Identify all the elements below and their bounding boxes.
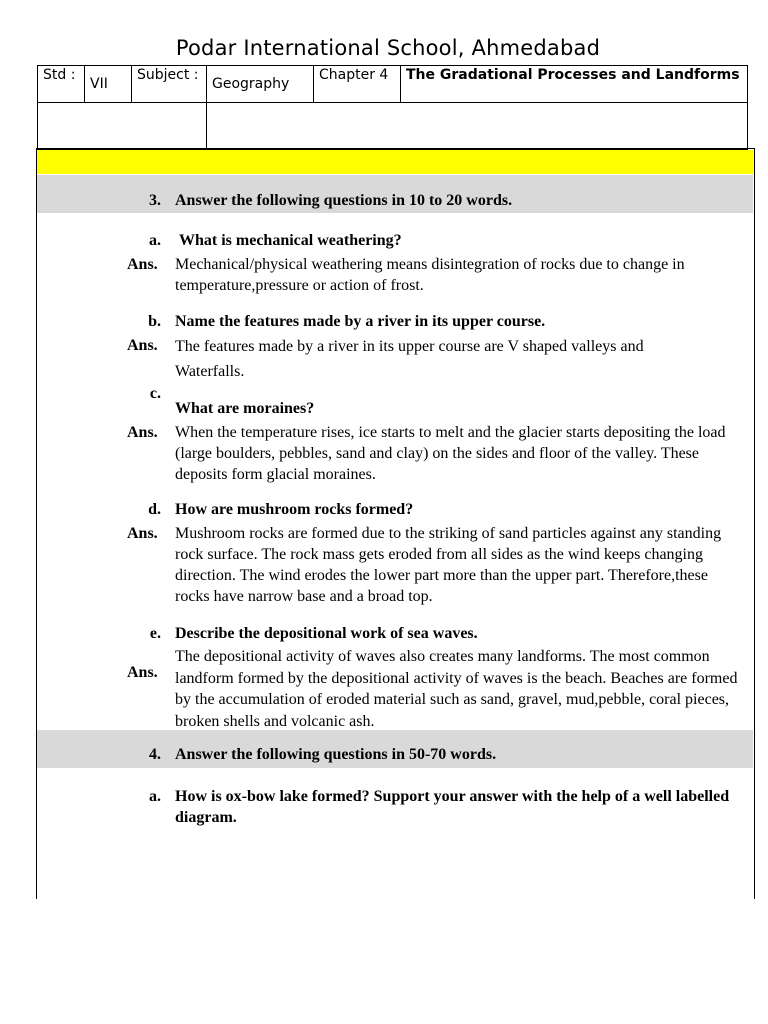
q3b-ans-label: Ans. (127, 337, 158, 354)
section3-heading: Answer the following questions in 10 to 20 words. (175, 192, 513, 209)
q3e-question: Describe the depositional work of sea waves. (175, 625, 478, 642)
q3a-letter: a. (149, 232, 161, 249)
q3e-ans-label: Ans. (127, 664, 158, 681)
header-table (37, 65, 748, 150)
q3d-answer: Mushroom rocks are formed due to the striking of sand particles against any standing rock surface. The rock mass gets eroded from all sides as the wind keeps changing direction. The wind erodes the lower part more than the upper part. Therefore,these rocks have narrow base and a broad top. (175, 525, 722, 605)
q4a-question: How is ox-bow lake formed? Support your answer with the help of a well labelled diagram. (175, 788, 730, 826)
q3d-ans-label: Ans. (127, 525, 158, 542)
q3a-question: What is mechanical weathering? (179, 232, 402, 249)
q4a-letter: a. (149, 788, 161, 805)
subject-label: Subject : (132, 66, 207, 103)
q3b-answer: The features made by a river in its upper course are V shaped valleys and Waterfalls. (175, 338, 644, 380)
q3c-ans-label: Ans. (127, 424, 158, 441)
chapter-title: The Gradational Processes and Landforms (401, 66, 748, 103)
blank-cell-right (207, 103, 748, 150)
q3e-letter: e. (149, 625, 161, 642)
q3d-question: How are mushroom rocks formed? (175, 501, 414, 518)
chapter-label: Chapter 4 (314, 66, 401, 103)
q3c-answer: When the temperature rises, ice starts to melt and the glacier starts depositing the load (large boulders, pebbles, sand and clay) on the sides and floor of the valley. These deposits form glacial moraines. (175, 424, 726, 483)
section4-number: 4. (149, 746, 161, 763)
blank-cell-left (38, 103, 207, 150)
school-title: Podar International School, Ahmedabad (175, 36, 601, 60)
q3a-answer: Mechanical/physical weathering means disintegration of rocks due to change in temperature,pressure or action of frost. (175, 256, 685, 294)
section4-heading: Answer the following questions in 50-70 words. (175, 746, 497, 763)
std-value: VII (85, 66, 132, 103)
q3c-letter: c. (149, 385, 161, 402)
section3-number: 3. (149, 192, 161, 209)
q3d-letter: d. (148, 501, 161, 518)
q3c-question: What are moraines? (175, 400, 315, 417)
q3e-answer: The depositional activity of waves also creates many landforms. The most common landform formed by the depositional activity of waves is the beach. Beaches are formed by the accumulation of eroded material such as sand, gravel, mud,pebble, coral pieces, broken shells and volcanic ash. (175, 648, 738, 730)
q3b-question: Name the features made by a river in its upper course. (175, 313, 546, 330)
std-label: Std : (38, 66, 85, 103)
subject-value: Geography (207, 66, 314, 103)
q3a-ans-label: Ans. (127, 256, 158, 273)
highlight-band (37, 150, 753, 174)
q3b-letter: b. (148, 313, 161, 330)
